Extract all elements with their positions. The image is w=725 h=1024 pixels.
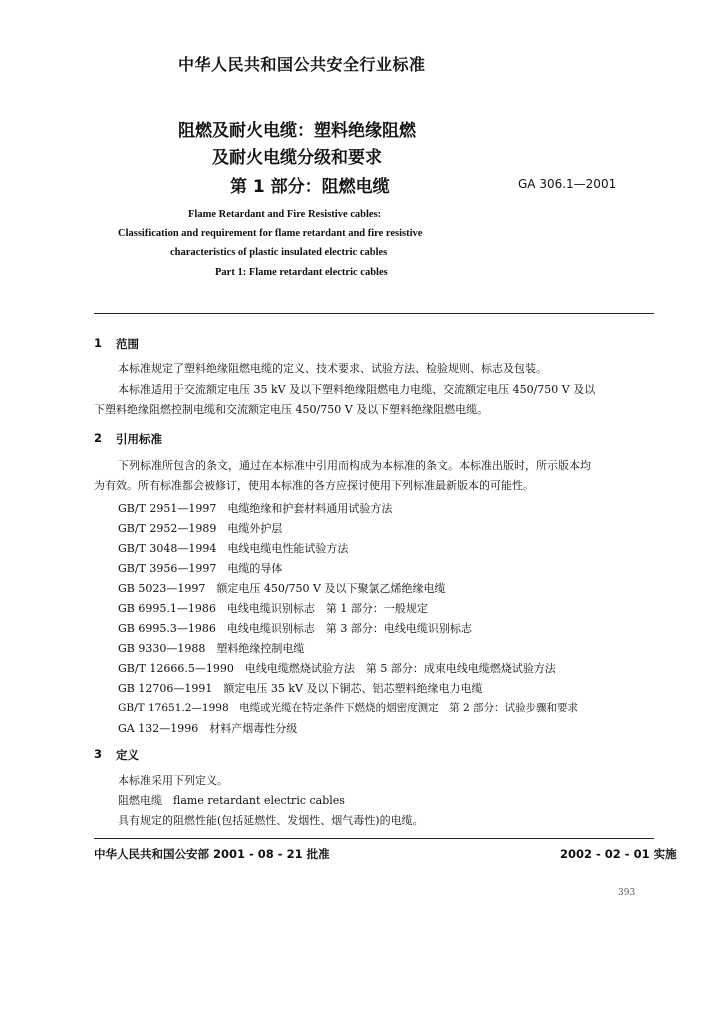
title-line-1: 阻燃及耐火电缆：塑料绝缘阻燃 [178,121,416,141]
section-3-title: 定义 [116,748,139,762]
reference-item: GB/T 2952—1989 电缆外护层 [118,522,283,535]
definitions-term: 阻燃电缆 flame retardant electric cables [118,794,345,807]
section-3-number: 3 [94,747,103,761]
page-number: 393 [618,888,636,898]
references-intro-line-2: 为有效。所有标准都会被修订，使用本标准的各方应探讨使用下列标准最新版本的可能性。 [94,479,534,492]
english-title-line-3: characteristics of plastic insulated electric cables [170,247,388,258]
issuing-organization: 中华人民共和国公共安全行业标准 [178,55,426,74]
approval-statement: 中华人民共和国公安部 2001 - 08 - 21 批准 [94,847,330,861]
implementation-date: 2002 - 02 - 01 实施 [560,847,677,861]
reference-item: GB 6995.1—1986 电线电缆识别标志 第 1 部分：一般规定 [118,602,428,615]
section-2-number: 2 [94,431,103,445]
definitions-description: 具有规定的阻燃性能(包括延燃性、发烟性、烟气毒性)的电缆。 [118,814,424,827]
reference-item: GB/T 17651.2—1998 电缆或光缆在特定条件下燃烧的烟密度测定 第 2 部分：试验步骤和要求 [118,702,578,714]
reference-item: GB/T 2951—1997 电缆绝缘和护套材料通用试验方法 [118,502,393,515]
standard-code: GA 306.1—2001 [518,177,617,191]
section-2-title: 引用标准 [116,432,162,446]
scope-paragraph-2-line-1: 本标准适用于交流额定电压 35 kV 及以下塑料绝缘阻燃电力电缆、交流额定电压 450/750 V 及以 [118,383,596,396]
header-divider [94,313,654,314]
title-line-2: 及耐火电缆分级和要求 [212,148,382,168]
reference-item: GB 12706—1991 额定电压 35 kV 及以下铜芯、铝芯塑料绝缘电力电缆 [118,682,483,695]
reference-item: GB 5023—1997 额定电压 450/750 V 及以下聚氯乙烯绝缘电缆 [118,582,446,595]
reference-item: GB 9330—1988 塑料绝缘控制电缆 [118,642,305,655]
definitions-line: 本标准采用下列定义。 [118,774,228,787]
reference-item: GA 132—1996 材料产烟毒性分级 [118,722,298,735]
footer-divider [94,838,654,839]
reference-item: GB 6995.3—1986 电线电缆识别标志 第 3 部分：电线电缆识别标志 [118,622,472,635]
reference-item: GB/T 3048—1994 电线电缆电性能试验方法 [118,542,349,555]
references-intro-line-1: 下列标准所包含的条文，通过在本标准中引用而构成为本标准的条文。本标准出版时，所示版本均 [118,459,591,472]
scope-paragraph-1: 本标准规定了塑料绝缘阻燃电缆的定义、技术要求、试验方法、检验规则、标志及包装。 [118,362,547,375]
title-line-3: 第 1 部分：阻燃电缆 [230,177,390,197]
reference-item: GB/T 12666.5—1990 电线电缆燃烧试验方法 第 5 部分：成束电线电缆燃烧试验方法 [118,662,556,675]
reference-item: GB/T 3956—1997 电缆的导体 [118,562,283,575]
english-title-line-1: Flame Retardant and Fire Resistive cables: [188,209,382,220]
section-1-number: 1 [94,336,103,350]
scope-paragraph-2-line-2: 下塑料绝缘阻燃控制电缆和交流额定电压 450/750 V 及以下塑料绝缘阻燃电缆。 [94,403,489,416]
english-title-line-4: Part 1: Flame retardant electric cables [215,267,388,278]
english-title-line-2: Classification and requirement for flame retardant and fire resistive [118,228,423,239]
section-1-title: 范围 [116,337,139,351]
